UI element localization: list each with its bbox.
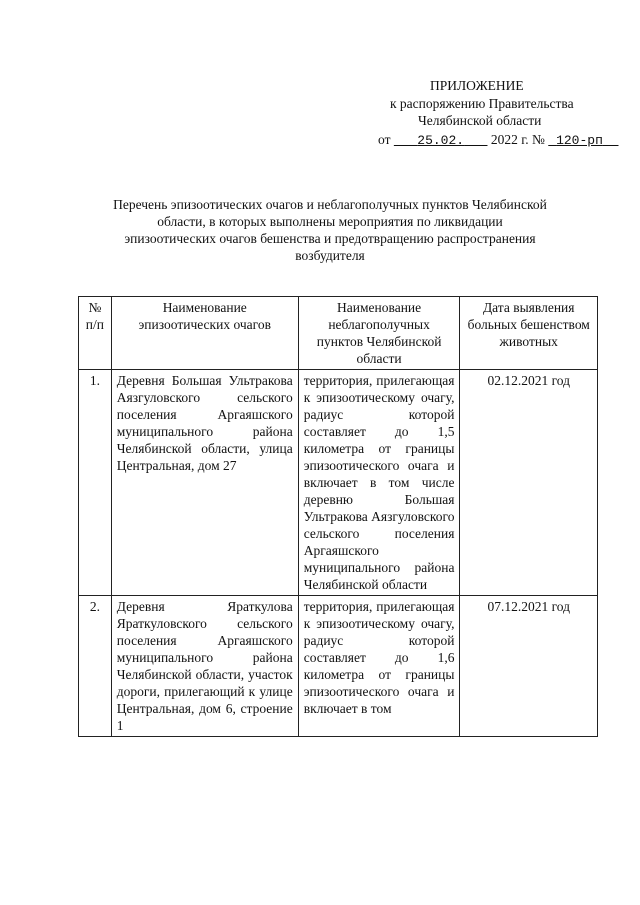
- date-prefix: от: [378, 132, 391, 147]
- appendix-heading: ПРИЛОЖЕНИЕ: [430, 78, 524, 93]
- order-date-line: [378, 131, 619, 149]
- header-date: Дата выявления больных бешенством животных: [460, 297, 598, 370]
- row-point: территория, прилегающая к эпизоотическому очагу, радиус которой составляет до 1,6 километра от границы эпизоотического очага и включает в том: [298, 596, 460, 737]
- row-date: 07.12.2021 год: [460, 596, 598, 737]
- order-date: 25.02.: [417, 133, 465, 148]
- table-row: [79, 370, 598, 596]
- table-header-row: [79, 297, 598, 370]
- row-focus: Деревня Большая Ультракова Аязгуловского сельского поселения Аргаяшского муниципального района Челябинской области, улица Центральная, дом 27: [111, 370, 298, 596]
- row-point: территория, прилегающая к эпизоотическому очагу, радиус которой составляет до 1,5 километра от границы эпизоотического очага и включает в том числе деревню Большая Ультракова Аязгуловского сельского поселения Аргаяшского муниципального района Челябинской области: [298, 370, 460, 596]
- row-date: 02.12.2021 год: [460, 370, 598, 596]
- order-number: 120-рп: [556, 133, 603, 148]
- row-number: 1.: [79, 370, 112, 596]
- header-focus: Наименование эпизоотических очагов: [111, 297, 298, 370]
- region-name: Челябинской области: [418, 113, 542, 128]
- table-row: [79, 596, 598, 737]
- row-focus: Деревня Яраткулова Яраткуловского сельского поселения Аргаяшского муниципального района Челябинской области, участок дороги, прилегающий к улице Центральная, дом 6, строение 1: [111, 596, 298, 737]
- document-title: Перечень эпизоотических очагов и неблагополучных пунктов Челябинской области, в которых выполнены мероприятия по ликвидации эпизоотических очагов бешенства и предотвращению распространения возбудителя: [113, 197, 547, 263]
- row-number: 2.: [79, 596, 112, 737]
- header-point: Наименование неблагополучных пунктов Челябинской области: [298, 297, 460, 370]
- header-number: № п/п: [79, 297, 112, 370]
- foci-table: [78, 296, 598, 737]
- order-year: 2022 г. №: [490, 132, 545, 147]
- order-reference: к распоряжению Правительства: [390, 96, 574, 111]
